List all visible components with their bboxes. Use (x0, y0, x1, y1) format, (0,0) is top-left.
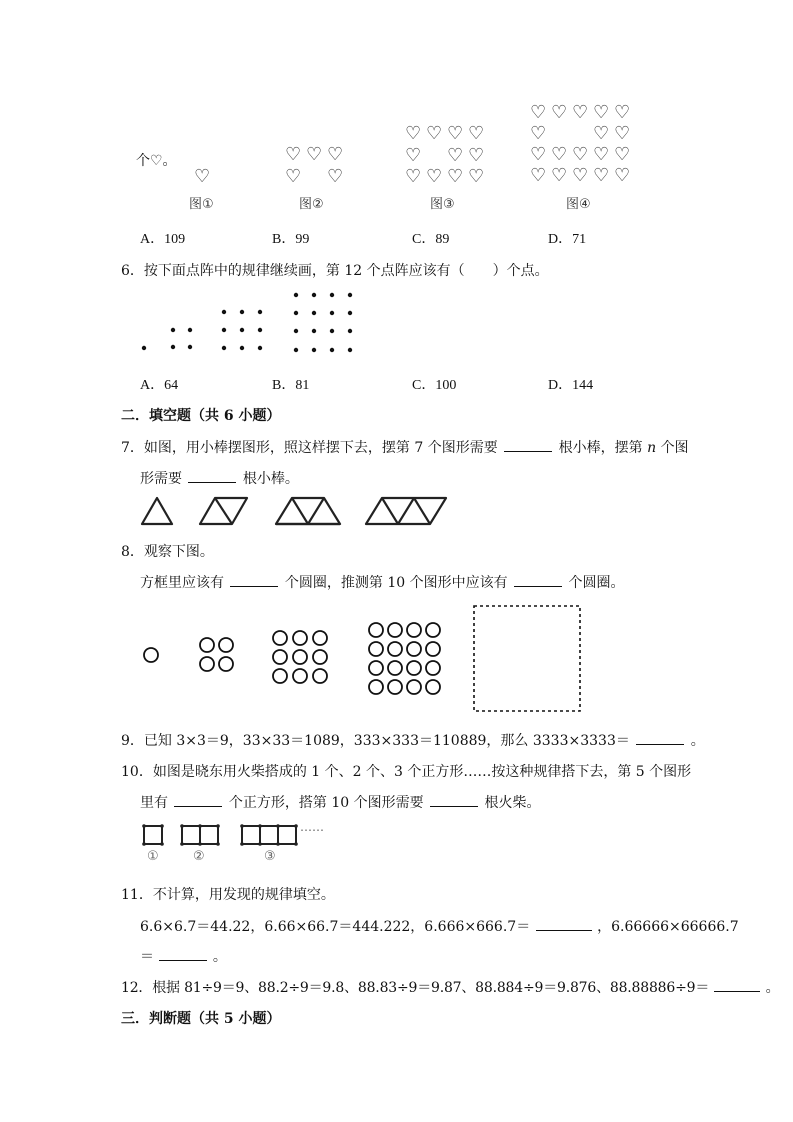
q8-line (140, 572, 625, 592)
dot (294, 311, 298, 315)
heart-icon: ♡ (551, 165, 568, 186)
heart-icon: ♡ (572, 165, 589, 186)
q7-text-c: 个图 (660, 440, 689, 456)
section-heading-true-false: 三．判断题（共 5 小题） (121, 1011, 281, 1027)
heart-icon: ♡ (468, 166, 485, 187)
heart-icon: ♡ (468, 145, 485, 166)
q12-line (121, 977, 779, 997)
fig-label: ① (147, 849, 159, 864)
dot (294, 293, 298, 297)
q7-var-n: n (647, 440, 657, 456)
dot (171, 328, 175, 332)
q7-text-b: 根小棒，摆第 (558, 440, 643, 456)
heart-icon: ♡ (614, 165, 631, 186)
heart-icon: ♡ (551, 144, 568, 165)
dot (294, 348, 298, 352)
q11-text-c: ＝ (140, 949, 154, 965)
square-shape (144, 826, 162, 844)
heart-icon: ♡ (447, 166, 464, 187)
q11-line2 (140, 946, 227, 966)
dot (222, 328, 226, 332)
q9-blank[interactable] (636, 730, 684, 745)
stick-shape-3 (276, 498, 340, 524)
q12-blank[interactable] (714, 977, 760, 992)
fig-label: 图① (189, 197, 214, 212)
q10-blank-1[interactable] (174, 792, 222, 807)
q10-line1: 10．如图是晓东用火柴搭成的 1 个、2 个、3 个正方形……按这种规律搭下去，第 5 个图形 (121, 764, 692, 780)
q6-text: 6．按下面点阵中的规律继续画，第 12 个点阵应该有（ ）个点。 (121, 263, 549, 279)
heart-icon: ♡ (327, 144, 344, 165)
q7-line2 (140, 468, 299, 488)
dot (294, 329, 298, 333)
dot (348, 329, 352, 333)
heart-icon: ♡ (405, 166, 422, 187)
dot (222, 310, 226, 314)
heart-icon: ♡ (530, 144, 547, 165)
q12-text: 12．根据 81÷9＝9、88.2÷9＝9.8、88.83÷9＝9.87、88.884÷9＝9.876、88.88886÷9＝ (121, 980, 710, 996)
heart-icon: ♡ (426, 123, 443, 144)
heart-icon: ♡ (593, 144, 610, 165)
heart-icon: ♡ (405, 123, 422, 144)
fig-label: ② (193, 849, 205, 864)
q8-text-b: 个圆圈，推测第 10 个图形中应该有 (284, 575, 508, 591)
q8-text-a: 方框里应该有 (140, 575, 224, 591)
q5-stem-tail: 个♡。 (136, 153, 177, 169)
dot (312, 329, 316, 333)
q8-circle-figure (140, 602, 590, 717)
heart-icon: ♡ (405, 145, 422, 166)
q7-text-d: 形需要 (140, 471, 182, 487)
dot (312, 311, 316, 315)
heart-icon: ♡ (447, 123, 464, 144)
heart-icon: ♡ (593, 102, 610, 123)
q9-end: 。 (690, 733, 705, 749)
heart-icon: ♡ (572, 144, 589, 165)
dot (171, 345, 175, 349)
q5-option-d[interactable]: D．71 (548, 232, 587, 247)
q12-end: 。 (765, 980, 780, 996)
dot (330, 293, 334, 297)
heart-icon: ♡ (593, 123, 610, 144)
fig-label: 图② (299, 197, 324, 212)
heart-icon: ♡ (426, 166, 443, 187)
q7-stick-figure (140, 494, 450, 528)
q8-text-c: 个圆圈。 (568, 575, 625, 591)
q5-option-c[interactable]: C．89 (412, 232, 450, 247)
dot (348, 311, 352, 315)
q6-option-c[interactable]: C．100 (412, 378, 457, 393)
q5-option-b[interactable]: B．99 (272, 232, 310, 247)
q10-text-b: 个正方形，搭第 10 个图形需要 (228, 795, 424, 811)
triangle-shape (142, 498, 172, 524)
heart-icon: ♡ (327, 166, 344, 187)
heart-icon: ♡ (447, 145, 464, 166)
q9-text: 9．已知 3×3＝9，33×33＝1089，333×333＝110889，那么 3333×3333＝ (121, 733, 630, 749)
q8-blank-1[interactable] (230, 572, 278, 587)
q11-blank-1[interactable] (536, 916, 592, 931)
heart-icon: ♡ (614, 102, 631, 123)
q8-blank-2[interactable] (514, 572, 562, 587)
dot (312, 348, 316, 352)
q11-title: 11．不计算，用发现的规律填空。 (121, 887, 335, 903)
dot (348, 348, 352, 352)
q6-dot-figure (138, 290, 368, 360)
dot (330, 348, 334, 352)
heart-icon: ♡ (306, 144, 323, 165)
heart-icon: ♡ (530, 165, 547, 186)
dashed-answer-box (474, 606, 580, 711)
heart-icon: ♡ (593, 165, 610, 186)
dot (330, 329, 334, 333)
dot (240, 328, 244, 332)
dot (348, 293, 352, 297)
q5-option-a[interactable]: A．109 (140, 232, 186, 247)
dot (240, 346, 244, 350)
dot (330, 311, 334, 315)
q11-blank-2[interactable] (159, 946, 207, 961)
dot (312, 293, 316, 297)
q10-text-c: 根火柴。 (484, 795, 541, 811)
fig-label: ③ (264, 849, 276, 864)
q7-blank-1[interactable] (504, 437, 552, 452)
q6-option-b[interactable]: B．81 (272, 378, 310, 393)
q7-text-e: 根小棒。 (242, 471, 299, 487)
dot (258, 346, 262, 350)
dot (188, 345, 192, 349)
q7-blank-2[interactable] (188, 468, 236, 483)
q10-text-a: 里有 (140, 795, 168, 811)
q9-line (121, 730, 705, 750)
dot (258, 328, 262, 332)
section-heading-fill-in: 二．填空题（共 6 小题） (121, 408, 281, 424)
q6-option-a[interactable]: A．64 (140, 378, 179, 393)
heart-icon: ♡ (530, 102, 547, 123)
dot (188, 328, 192, 332)
heart-icon: ♡ (530, 123, 547, 144)
q10-line2 (140, 792, 541, 812)
fig-label: 图③ (430, 197, 455, 212)
heart-icon: ♡ (551, 102, 568, 123)
q10-ellipsis: …… (300, 820, 324, 834)
q11-text-b: ，6.66666×66666.7 (597, 919, 739, 935)
dot (240, 310, 244, 314)
q10-blank-2[interactable] (430, 792, 478, 807)
fig-label: 图④ (566, 197, 591, 212)
q7-line1 (121, 437, 689, 457)
q11-text-a: 6.6×6.7＝44.22，6.66×66.7＝444.222，6.666×666.7＝ (140, 919, 531, 935)
dot (142, 346, 146, 350)
heart-icon: ♡ (285, 166, 302, 187)
dot (258, 310, 262, 314)
q11-text-d: 。 (212, 949, 227, 965)
heart-icon: ♡ (614, 123, 631, 144)
dot (222, 346, 226, 350)
q11-line1 (140, 916, 739, 936)
q7-text-a: 7．如图，用小棒摆图形，照这样摆下去，摆第 7 个图形需要 (121, 440, 498, 456)
heart-icon: ♡ (614, 144, 631, 165)
heart-icon: ♡ (572, 102, 589, 123)
circle-shape (144, 648, 158, 662)
heart-icon: ♡ (194, 166, 211, 187)
q8-title: 8．观察下图。 (121, 544, 214, 560)
heart-icon: ♡ (468, 123, 485, 144)
q6-option-d[interactable]: D．144 (548, 378, 594, 393)
heart-icon: ♡ (285, 144, 302, 165)
q5-figure (134, 100, 634, 218)
